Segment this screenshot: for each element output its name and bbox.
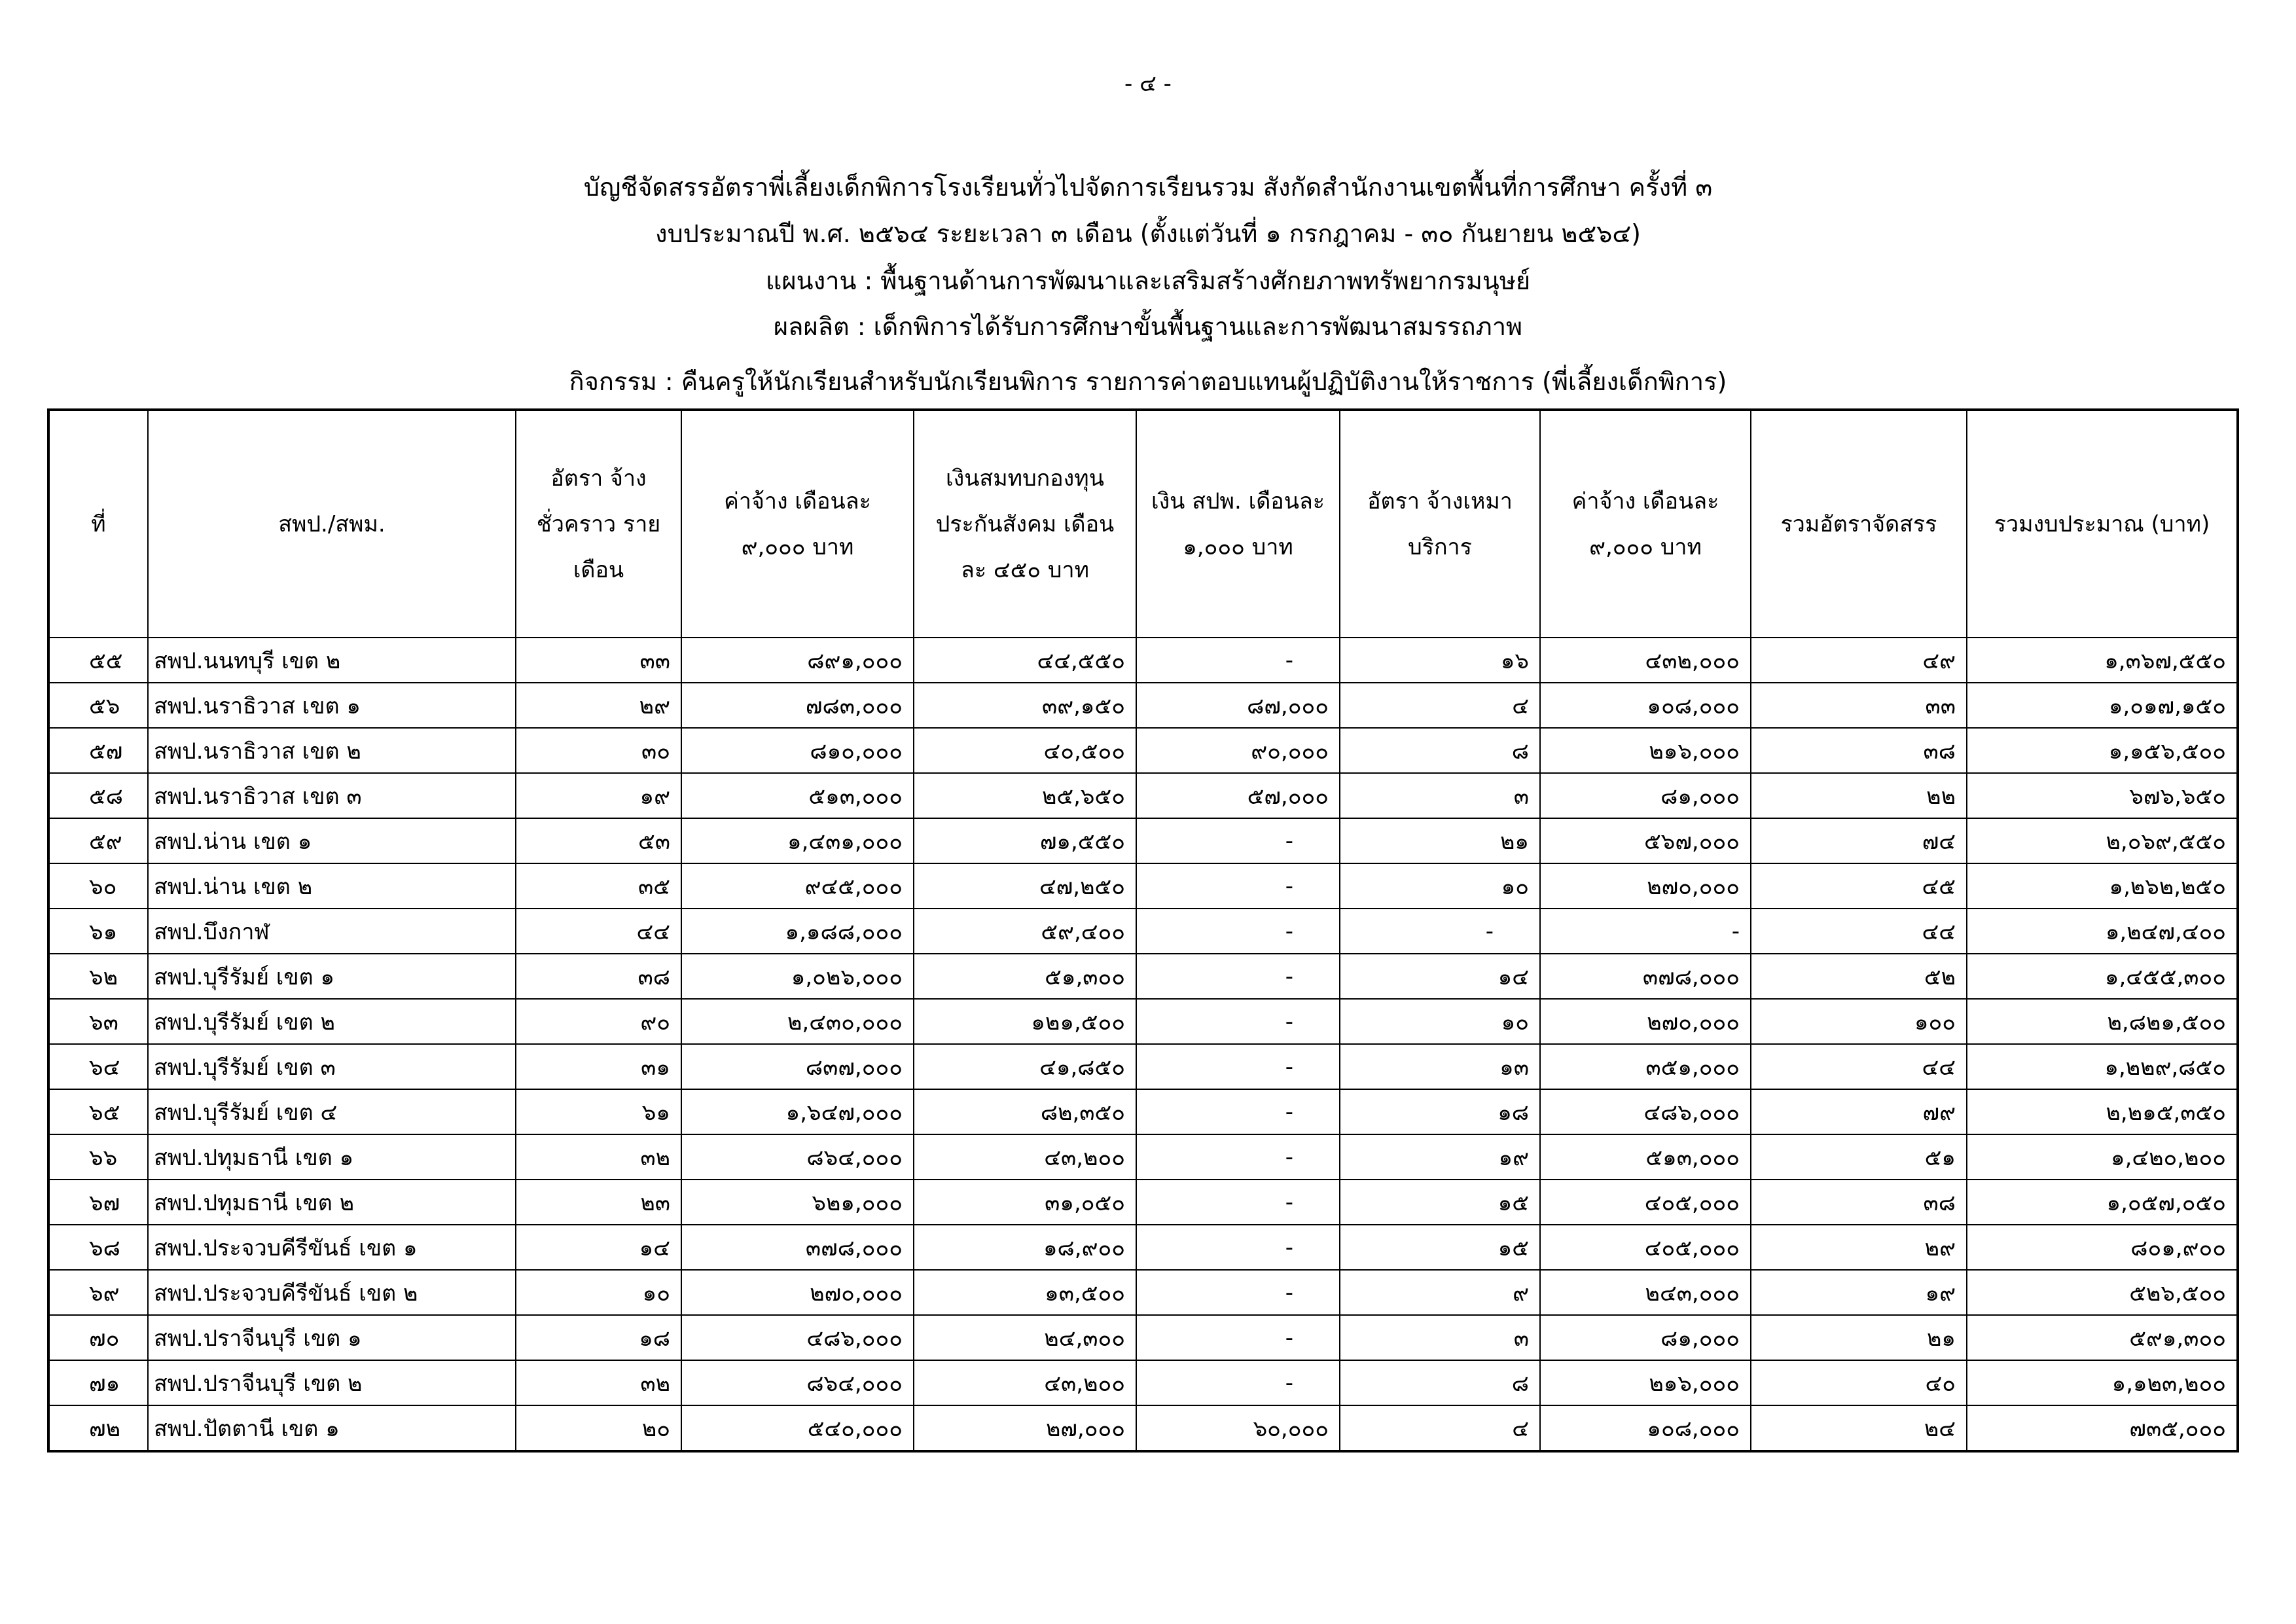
table-row — [48, 1405, 2238, 1451]
header-no: ที่ — [48, 410, 148, 638]
row-no: ๖๐ — [48, 863, 148, 909]
contract-wage: ๔๐๕,๐๐๐ — [1540, 1225, 1751, 1270]
contract-wage: ๒๑๖,๐๐๐ — [1540, 1360, 1751, 1405]
contract-wage: ๘๑,๐๐๐ — [1540, 773, 1751, 818]
contract-wage: ๘๑,๐๐๐ — [1540, 1315, 1751, 1360]
wage: ๑,๑๘๘,๐๐๐ — [681, 909, 914, 954]
wage: ๖๒๑,๐๐๐ — [681, 1180, 914, 1225]
total-rate: ๕๑ — [1751, 1134, 1967, 1180]
contract-wage: ๓๗๘,๐๐๐ — [1540, 954, 1751, 999]
table-row — [48, 773, 2238, 818]
total-rate: ๓๘ — [1751, 1180, 1967, 1225]
contract-rate: ๒๑ — [1340, 818, 1540, 863]
office-name: สพป.บุรีรัมย์ เขต ๑ — [148, 954, 516, 999]
table-row — [48, 683, 2238, 728]
spp-fund: - — [1136, 1315, 1340, 1360]
social-security: ๑๘,๙๐๐ — [914, 1225, 1136, 1270]
contract-rate: ๑๕ — [1340, 1180, 1540, 1225]
office-name: สพป.ปทุมธานี เขต ๒ — [148, 1180, 516, 1225]
social-security: ๒๔,๓๐๐ — [914, 1315, 1136, 1360]
social-security: ๕๙,๔๐๐ — [914, 909, 1136, 954]
temp-rate: ๓๒ — [516, 1134, 681, 1180]
office-name: สพป.นราธิวาส เขต ๒ — [148, 728, 516, 773]
header-spp-fund: เงิน สปพ. เดือนละ ๑,๐๐๐ บาท — [1136, 410, 1340, 638]
temp-rate: ๓๒ — [516, 1360, 681, 1405]
office-name: สพป.ประจวบคีรีขันธ์ เขต ๑ — [148, 1225, 516, 1270]
table-row — [48, 1270, 2238, 1315]
contract-rate: ๑๕ — [1340, 1225, 1540, 1270]
row-no: ๖๓ — [48, 999, 148, 1044]
total-budget: ๒,๘๒๑,๕๐๐ — [1967, 999, 2238, 1044]
total-rate: ๔๙ — [1751, 638, 1967, 683]
row-no: ๗๑ — [48, 1360, 148, 1405]
total-rate: ๑๐๐ — [1751, 999, 1967, 1044]
contract-rate: - — [1340, 909, 1540, 954]
row-no: ๗๒ — [48, 1405, 148, 1451]
total-budget: ๑,๑๒๓,๒๐๐ — [1967, 1360, 2238, 1405]
header-social-security: เงินสมทบกองทุน ประกันสังคม เดือนละ ๔๕๐ บาท — [914, 410, 1136, 638]
office-name: สพป.บึงกาฬ — [148, 909, 516, 954]
total-rate: ๔๔ — [1751, 909, 1967, 954]
contract-rate: ๘ — [1340, 728, 1540, 773]
office-name: สพป.น่าน เขต ๒ — [148, 863, 516, 909]
table-row — [48, 728, 2238, 773]
social-security: ๓๙,๑๕๐ — [914, 683, 1136, 728]
total-budget: ๕๙๑,๓๐๐ — [1967, 1315, 2238, 1360]
wage: ๙๔๕,๐๐๐ — [681, 863, 914, 909]
contract-rate: ๑๖ — [1340, 638, 1540, 683]
table-row — [48, 1089, 2238, 1134]
spp-fund: ๙๐,๐๐๐ — [1136, 728, 1340, 773]
table-row — [48, 1134, 2238, 1180]
table-row — [48, 1044, 2238, 1089]
social-security: ๕๑,๓๐๐ — [914, 954, 1136, 999]
header-temp-rate: อัตรา จ้างชั่วคราว รายเดือน — [516, 410, 681, 638]
spp-fund: - — [1136, 1044, 1340, 1089]
spp-fund: - — [1136, 1089, 1340, 1134]
spp-fund: - — [1136, 1180, 1340, 1225]
spp-fund: - — [1136, 1270, 1340, 1315]
contract-wage: - — [1540, 909, 1751, 954]
social-security: ๑๒๑,๕๐๐ — [914, 999, 1136, 1044]
office-name: สพป.น่าน เขต ๑ — [148, 818, 516, 863]
temp-rate: ๖๑ — [516, 1089, 681, 1134]
document-title: บัญชีจัดสรรอัตราพี่เลี้ยงเด็กพิการโรงเรียนทั่วไปจัดการเรียนรวม สังกัดสำนักงานเขตพื้นที่การศึกษา ครั้งที่ ๓ — [583, 173, 1713, 202]
table-row — [48, 638, 2238, 683]
spp-fund: - — [1136, 638, 1340, 683]
wage: ๘๙๑,๐๐๐ — [681, 638, 914, 683]
row-no: ๕๖ — [48, 683, 148, 728]
spp-fund: - — [1136, 909, 1340, 954]
wage: ๕๑๓,๐๐๐ — [681, 773, 914, 818]
temp-rate: ๓๘ — [516, 954, 681, 999]
office-name: สพป.นราธิวาส เขต ๑ — [148, 683, 516, 728]
row-no: ๕๙ — [48, 818, 148, 863]
table-body — [48, 638, 2238, 1451]
total-budget: ๒,๒๑๕,๓๕๐ — [1967, 1089, 2238, 1134]
spp-fund: - — [1136, 1134, 1340, 1180]
header-contract-wage: ค่าจ้าง เดือนละ ๙,๐๐๐ บาท — [1540, 410, 1751, 638]
total-budget: ๖๗๖,๖๕๐ — [1967, 773, 2238, 818]
total-budget: ๑,๒๒๙,๘๕๐ — [1967, 1044, 2238, 1089]
row-no: ๖๘ — [48, 1225, 148, 1270]
total-rate: ๒๔ — [1751, 1405, 1967, 1451]
temp-rate: ๔๔ — [516, 909, 681, 954]
office-name: สพป.ปัตตานี เขต ๑ — [148, 1405, 516, 1451]
contract-wage: ๒๑๖,๐๐๐ — [1540, 728, 1751, 773]
contract-wage: ๕๖๗,๐๐๐ — [1540, 818, 1751, 863]
header-contract-rate: อัตรา จ้างเหมาบริการ — [1340, 410, 1540, 638]
contract-rate: ๑๔ — [1340, 954, 1540, 999]
wage: ๘๓๗,๐๐๐ — [681, 1044, 914, 1089]
temp-rate: ๒๓ — [516, 1180, 681, 1225]
social-security: ๔๑,๘๕๐ — [914, 1044, 1136, 1089]
contract-rate: ๘ — [1340, 1360, 1540, 1405]
header-total-rate: รวมอัตราจัดสรร — [1751, 410, 1967, 638]
page-number: - ๔ - — [1124, 71, 1172, 97]
row-no: ๕๗ — [48, 728, 148, 773]
temp-rate: ๓๐ — [516, 728, 681, 773]
temp-rate: ๒๐ — [516, 1405, 681, 1451]
total-budget: ๑,๓๖๗,๕๕๐ — [1967, 638, 2238, 683]
total-rate: ๗๙ — [1751, 1089, 1967, 1134]
wage: ๒,๔๓๐,๐๐๐ — [681, 999, 914, 1044]
contract-rate: ๓ — [1340, 1315, 1540, 1360]
contract-wage: ๒๗๐,๐๐๐ — [1540, 863, 1751, 909]
table-row — [48, 1180, 2238, 1225]
temp-rate: ๓๕ — [516, 863, 681, 909]
total-budget: ๑,๔๕๕,๓๐๐ — [1967, 954, 2238, 999]
wage: ๑,๐๒๖,๐๐๐ — [681, 954, 914, 999]
social-security: ๔๗,๒๕๐ — [914, 863, 1136, 909]
office-name: สพป.นนทบุรี เขต ๒ — [148, 638, 516, 683]
social-security: ๔๓,๒๐๐ — [914, 1360, 1136, 1405]
spp-fund: - — [1136, 863, 1340, 909]
activity-line: กิจกรรม : คืนครูให้นักเรียนสำหรับนักเรียนพิการ รายการค่าตอบแทนผู้ปฏิบัติงานให้ราชการ (พี่เลี้ยงเด็กพิการ) — [569, 367, 1727, 396]
total-rate: ๑๙ — [1751, 1270, 1967, 1315]
row-no: ๖๖ — [48, 1134, 148, 1180]
wage: ๑,๔๓๑,๐๐๐ — [681, 818, 914, 863]
office-name: สพป.บุรีรัมย์ เขต ๔ — [148, 1089, 516, 1134]
table-row — [48, 999, 2238, 1044]
row-no: ๖๕ — [48, 1089, 148, 1134]
total-rate: ๔๕ — [1751, 863, 1967, 909]
table-row — [48, 1315, 2238, 1360]
office-name: สพป.ปราจีนบุรี เขต ๑ — [148, 1315, 516, 1360]
wage: ๘๖๔,๐๐๐ — [681, 1134, 914, 1180]
table-row — [48, 863, 2238, 909]
row-no: ๖๒ — [48, 954, 148, 999]
contract-rate: ๑๙ — [1340, 1134, 1540, 1180]
total-budget: ๒,๐๖๙,๕๕๐ — [1967, 818, 2238, 863]
table-row — [48, 954, 2238, 999]
table-row — [48, 1360, 2238, 1405]
office-name: สพป.บุรีรัมย์ เขต ๒ — [148, 999, 516, 1044]
spp-fund: - — [1136, 1225, 1340, 1270]
spp-fund: ๖๐,๐๐๐ — [1136, 1405, 1340, 1451]
total-rate: ๒๒ — [1751, 773, 1967, 818]
total-rate: ๕๒ — [1751, 954, 1967, 999]
social-security: ๑๓,๕๐๐ — [914, 1270, 1136, 1315]
contract-rate: ๔ — [1340, 1405, 1540, 1451]
total-budget: ๘๐๑,๙๐๐ — [1967, 1225, 2238, 1270]
contract-wage: ๒๗๐,๐๐๐ — [1540, 999, 1751, 1044]
total-rate: ๒๑ — [1751, 1315, 1967, 1360]
wage: ๗๘๓,๐๐๐ — [681, 683, 914, 728]
total-budget: ๑,๒๔๗,๔๐๐ — [1967, 909, 2238, 954]
total-rate: ๔๐ — [1751, 1360, 1967, 1405]
total-rate: ๓๘ — [1751, 728, 1967, 773]
spp-fund: - — [1136, 1360, 1340, 1405]
office-name: สพป.บุรีรัมย์ เขต ๓ — [148, 1044, 516, 1089]
spp-fund: ๘๗,๐๐๐ — [1136, 683, 1340, 728]
social-security: ๓๑,๐๕๐ — [914, 1180, 1136, 1225]
wage: ๓๗๘,๐๐๐ — [681, 1225, 914, 1270]
contract-rate: ๑๘ — [1340, 1089, 1540, 1134]
total-rate: ๔๔ — [1751, 1044, 1967, 1089]
temp-rate: ๓๓ — [516, 638, 681, 683]
total-rate: ๒๙ — [1751, 1225, 1967, 1270]
wage: ๒๗๐,๐๐๐ — [681, 1270, 914, 1315]
contract-wage: ๓๕๑,๐๐๐ — [1540, 1044, 1751, 1089]
office-name: สพป.นราธิวาส เขต ๓ — [148, 773, 516, 818]
temp-rate: ๕๓ — [516, 818, 681, 863]
temp-rate: ๑๐ — [516, 1270, 681, 1315]
total-budget: ๑,๐๕๗,๐๕๐ — [1967, 1180, 2238, 1225]
contract-wage: ๔๘๖,๐๐๐ — [1540, 1089, 1751, 1134]
header-wage: ค่าจ้าง เดือนละ ๙,๐๐๐ บาท — [681, 410, 914, 638]
wage: ๔๘๖,๐๐๐ — [681, 1315, 914, 1360]
office-name: สพป.ประจวบคีรีขันธ์ เขต ๒ — [148, 1270, 516, 1315]
contract-wage: ๔๐๕,๐๐๐ — [1540, 1180, 1751, 1225]
temp-rate: ๑๙ — [516, 773, 681, 818]
temp-rate: ๑๔ — [516, 1225, 681, 1270]
total-budget: ๑,๔๒๐,๒๐๐ — [1967, 1134, 2238, 1180]
total-rate: ๗๔ — [1751, 818, 1967, 863]
contract-rate: ๑๓ — [1340, 1044, 1540, 1089]
office-name: สพป.ปราจีนบุรี เขต ๒ — [148, 1360, 516, 1405]
total-rate: ๓๓ — [1751, 683, 1967, 728]
total-budget: ๑,๑๕๖,๕๐๐ — [1967, 728, 2238, 773]
contract-wage: ๕๑๓,๐๐๐ — [1540, 1134, 1751, 1180]
spp-fund: - — [1136, 818, 1340, 863]
wage: ๘๖๔,๐๐๐ — [681, 1360, 914, 1405]
output-line: ผลผลิต : เด็กพิการได้รับการศึกษาขั้นพื้นฐานและการพัฒนาสมรรถภาพ — [773, 312, 1523, 341]
contract-wage: ๔๓๒,๐๐๐ — [1540, 638, 1751, 683]
spp-fund: - — [1136, 954, 1340, 999]
total-budget: ๕๒๖,๕๐๐ — [1967, 1270, 2238, 1315]
table-row — [48, 1225, 2238, 1270]
row-no: ๖๗ — [48, 1180, 148, 1225]
contract-rate: ๔ — [1340, 683, 1540, 728]
row-no: ๗๐ — [48, 1315, 148, 1360]
social-security: ๔๓,๒๐๐ — [914, 1134, 1136, 1180]
temp-rate: ๑๘ — [516, 1315, 681, 1360]
header-total-budget: รวมงบประมาณ (บาท) — [1967, 410, 2238, 638]
wage: ๕๔๐,๐๐๐ — [681, 1405, 914, 1451]
total-budget: ๑,๐๑๗,๑๕๐ — [1967, 683, 2238, 728]
contract-wage: ๑๐๘,๐๐๐ — [1540, 683, 1751, 728]
table-row — [48, 909, 2238, 954]
row-no: ๖๑ — [48, 909, 148, 954]
spp-fund: ๕๗,๐๐๐ — [1136, 773, 1340, 818]
row-no: ๕๘ — [48, 773, 148, 818]
header-office: สพป./สพม. — [148, 410, 516, 638]
contract-rate: ๑๐ — [1340, 999, 1540, 1044]
total-budget: ๗๓๕,๐๐๐ — [1967, 1405, 2238, 1451]
spp-fund: - — [1136, 999, 1340, 1044]
contract-rate: ๑๐ — [1340, 863, 1540, 909]
row-no: ๕๕ — [48, 638, 148, 683]
temp-rate: ๙๐ — [516, 999, 681, 1044]
plan-line: แผนงาน : พื้นฐานด้านการพัฒนาและเสริมสร้างศักยภาพทรัพยากรมนุษย์ — [765, 266, 1531, 295]
table-header-row — [48, 410, 2238, 638]
social-security: ๒๕,๖๕๐ — [914, 773, 1136, 818]
wage: ๑,๖๔๗,๐๐๐ — [681, 1089, 914, 1134]
wage: ๘๑๐,๐๐๐ — [681, 728, 914, 773]
contract-wage: ๒๔๓,๐๐๐ — [1540, 1270, 1751, 1315]
social-security: ๒๗,๐๐๐ — [914, 1405, 1136, 1451]
social-security: ๔๐,๕๐๐ — [914, 728, 1136, 773]
social-security: ๔๔,๕๕๐ — [914, 638, 1136, 683]
temp-rate: ๓๑ — [516, 1044, 681, 1089]
temp-rate: ๒๙ — [516, 683, 681, 728]
contract-rate: ๙ — [1340, 1270, 1540, 1315]
row-no: ๖๔ — [48, 1044, 148, 1089]
allocation-table — [47, 408, 2239, 1453]
row-no: ๖๙ — [48, 1270, 148, 1315]
contract-rate: ๓ — [1340, 773, 1540, 818]
contract-wage: ๑๐๘,๐๐๐ — [1540, 1405, 1751, 1451]
social-security: ๗๑,๕๕๐ — [914, 818, 1136, 863]
budget-period: งบประมาณปี พ.ศ. ๒๕๖๔ ระยะเวลา ๓ เดือน (ตั้งแต่วันที่ ๑ กรกฎาคม - ๓๐ กันยายน ๒๕๖๔) — [655, 219, 1641, 248]
total-budget: ๑,๒๖๒,๒๕๐ — [1967, 863, 2238, 909]
office-name: สพป.ปทุมธานี เขต ๑ — [148, 1134, 516, 1180]
social-security: ๘๒,๓๕๐ — [914, 1089, 1136, 1134]
table-row — [48, 818, 2238, 863]
